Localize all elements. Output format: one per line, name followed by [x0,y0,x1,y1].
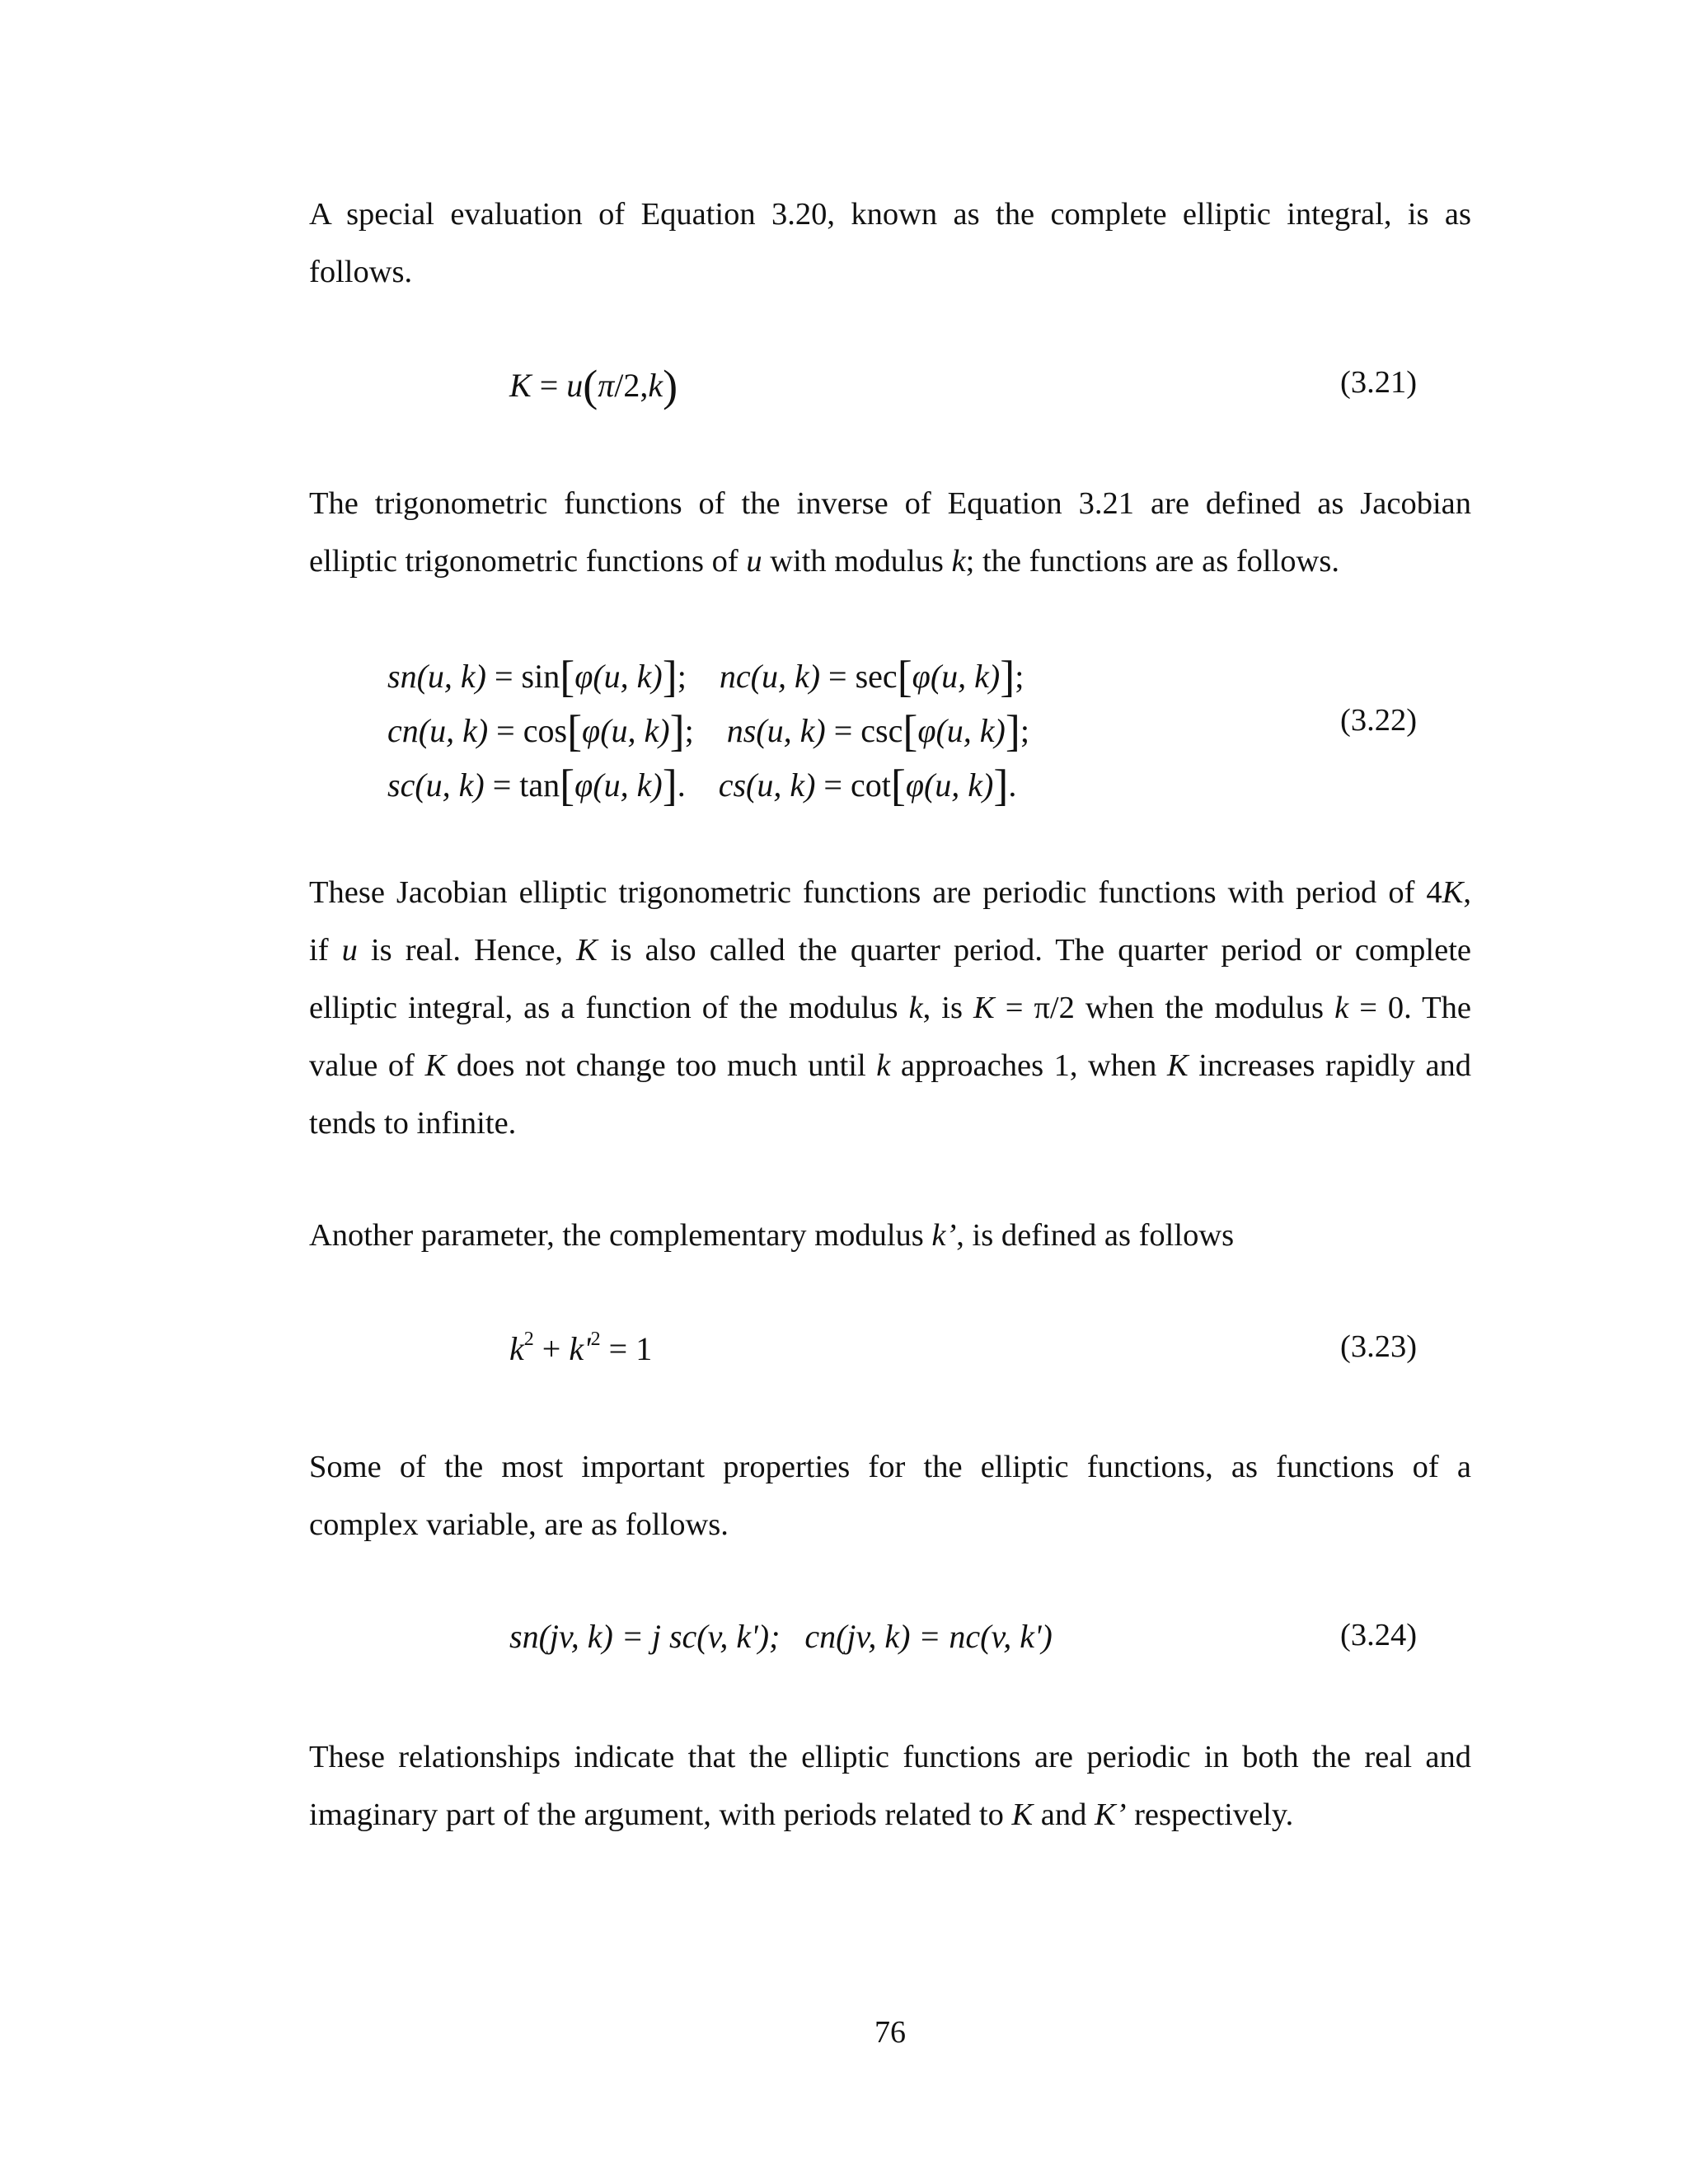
paragraph-complete-elliptic-intro [309,185,1471,301]
text-line: elliptic integral, as a function of the modulus k, is K = π/2 when the modulus k = 0. The [309,991,1471,1025]
equation-row: cn(u, k) = cos[φ(u, k)]; ns(u, k) = csc[φ(u, k)]; [387,706,1029,756]
text-line: Some of the most important properties for the elliptic functions, as functions of a [309,1450,1471,1484]
paragraph-quarter-period [309,864,1471,1152]
text-line: A special evaluation of Equation 3.20, known as the complete elliptic integral, is as [309,197,1471,232]
equation-3-23: $k^2 + k'^2 = 1$ [509,1329,653,1367]
equation-number: (3.23) [1340,1329,1418,1364]
equation-row: sn(u, k) = sin[φ(u, k)]; nc(u, k) = sec[φ(u, k)]; [387,652,1025,701]
text-line: value of K does not change too much until k approaches 1, when K increases rapidly and [309,1048,1472,1083]
equation-3-24: sn(jv, k) = j sc(v, k'); cn(jv, k) = nc(v, k') [509,1618,1053,1655]
paragraph-complementary-modulus [309,1207,1471,1264]
paragraph-periodicity [309,1728,1471,1844]
text-line: These Jacobian elliptic trigonometric functions are periodic functions with period of 4K, [309,875,1471,910]
paragraph-complex-properties [309,1438,1471,1554]
equation-number: (3.24) [1340,1618,1418,1652]
text-line: tends to infinite. [309,1106,517,1141]
text-line: The trigonometric functions of the inverse of Equation 3.21 are defined as Jacobian [309,486,1471,521]
text-line: if u is real. Hence, K is also called the quarter period. The quarter period or complete [309,933,1472,968]
page-number: 76 [874,2015,906,2050]
text-line: follows. [309,255,413,289]
equation-3-22 [387,651,1029,814]
text-line: elliptic trigonometric functions of u with modulus k; the functions are as follows. [309,544,1339,579]
text-line: imaginary part of the argument, with periods related to K and K’ respectively. [309,1797,1294,1832]
text-line: Another parameter, the complementary modulus k’, is defined as follows [309,1218,1235,1253]
text-line: These relationships indicate that the elliptic functions are periodic in both the real and [309,1740,1471,1774]
text-line: complex variable, are as follows. [309,1507,729,1542]
equation-number: (3.22) [1340,703,1418,738]
equation-3-21: K = u(π/2,k) [509,361,678,410]
equation-number: (3.21) [1340,365,1418,400]
equation-row: sc(u, k) = tan[φ(u, k)]. cs(u, k) = cot[φ(u, k)]. [387,761,1017,810]
paragraph-jacobian-definition [309,475,1471,590]
